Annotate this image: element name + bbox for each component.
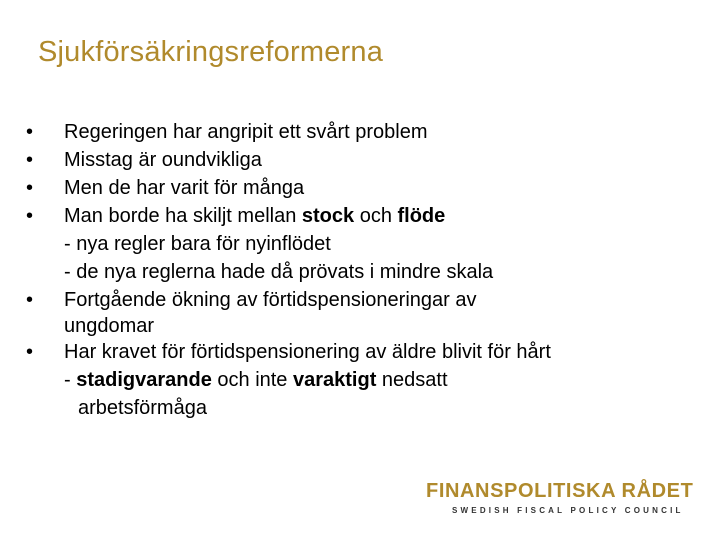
bullet-item: [22, 286, 682, 338]
sub-item-text: - de nya reglerna hade då prövats i mindre skala: [64, 261, 494, 283]
emphasis-flode: flöde: [397, 205, 446, 227]
bullet-list: [22, 118, 682, 422]
emphasis-varaktigt: varaktigt: [293, 369, 377, 391]
emphasis-stock: stock: [301, 205, 355, 227]
logo-tagline: SWEDISH FISCAL POLICY COUNCIL: [452, 506, 684, 515]
bullet-text: Har kravet för förtidspensionering av äldre blivit för hårt: [64, 341, 551, 363]
emphasis-stadigvarande: stadigvarande: [76, 369, 212, 391]
bullet-text: Regeringen har angripit ett svårt problem: [64, 121, 428, 143]
bullet-text: Men de har varit för många: [64, 177, 305, 199]
sub-item-text: -: [64, 369, 77, 391]
bullet-item: [22, 174, 682, 202]
logo-name: FINANSPOLITISKA RÅDET: [426, 480, 694, 502]
bullet-item: [22, 118, 682, 146]
sub-item-text: och inte: [211, 369, 293, 391]
bullet-item: [22, 202, 682, 230]
bullet-text: • Fortgående ökning av förtidspensioneringar av: [64, 289, 477, 311]
bullet-item: [22, 338, 682, 366]
sub-item-text: - nya regler bara för nyinflödet: [64, 233, 331, 255]
sub-item: [22, 258, 682, 286]
bullet-text: Man borde ha skiljt mellan: [64, 205, 302, 227]
bullet-item: [22, 146, 682, 174]
slide-title: Sjukförsäkringsreformerna: [38, 36, 384, 68]
sub-item: [22, 366, 682, 394]
bullet-text: Misstag är oundvikliga: [64, 149, 262, 171]
logo: [426, 480, 694, 515]
bullet-text-continued: ungdomar: [64, 315, 155, 337]
sub-item: [22, 230, 682, 258]
bullet-text: och: [354, 205, 398, 227]
sub-item-continued: [22, 394, 682, 422]
sub-item-text: nedsatt: [376, 369, 448, 391]
sub-item-text: arbetsförmåga: [78, 397, 207, 419]
